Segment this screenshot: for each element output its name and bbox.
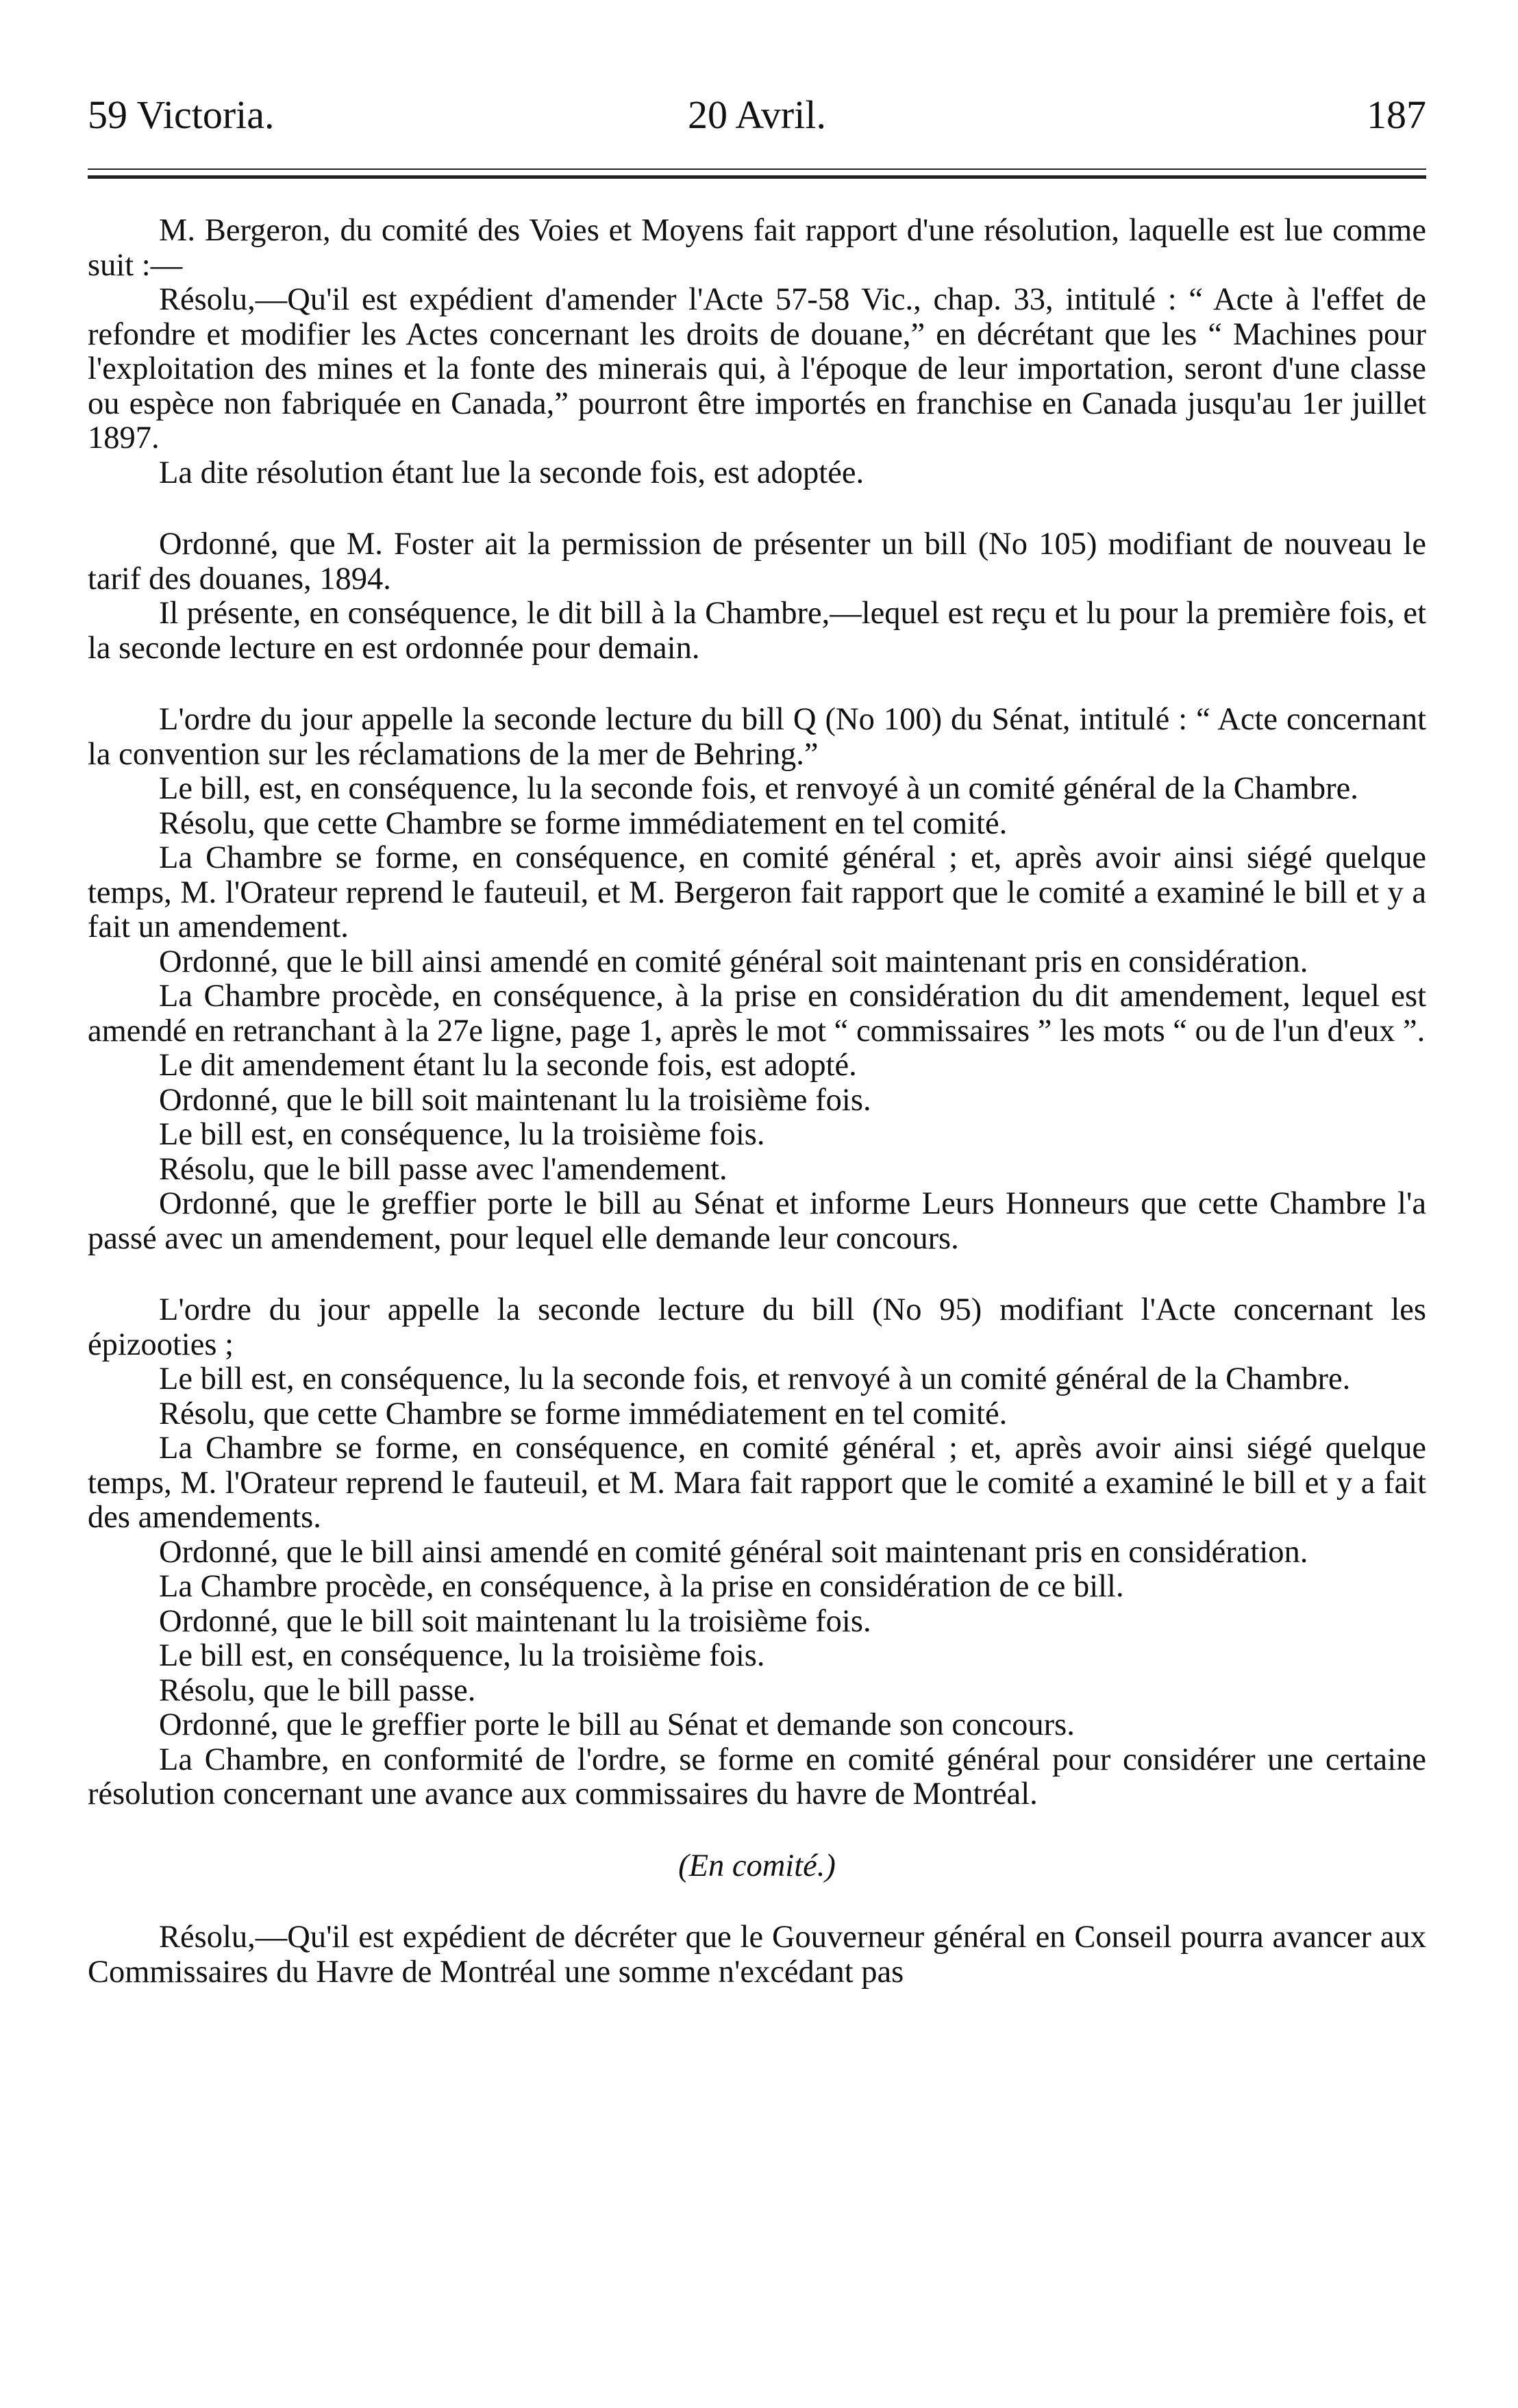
paragraph: Ordonné, que le bill ainsi amendé en comité général soit maintenant pris en considération. <box>159 1534 1308 1570</box>
paragraph: Résolu,—Qu'il est expédient de décréter que le Gouverneur général en Conseil pourra avancer aux Commissaires du Havre de Montréal une somme n'excédant pas <box>88 1920 1426 1990</box>
paragraph: Résolu, que le bill passe. <box>159 1672 476 1708</box>
paragraph: Ordonné, que le bill ainsi amendé en comité général soit maintenant pris en considération. <box>159 944 1308 979</box>
paragraph: Résolu, que cette Chambre se forme immédiatement en tel comité. <box>159 805 1008 841</box>
header-rule <box>88 168 1426 179</box>
paragraph: Ordonné, que M. Foster ait la permission de présenter un bill (No 105) modifiant de nouveau le tarif des douanes, 1894. <box>88 527 1426 597</box>
paragraph: Ordonné, que le greffier porte le bill au Sénat et demande son concours. <box>159 1707 1075 1742</box>
paragraph: La Chambre, en conformité de l'ordre, se forme en comité général pour considérer une certaine résolution concernant une avance aux commissaires du havre de Montréal. <box>88 1742 1426 1811</box>
paragraph: Ordonné, que le bill soit maintenant lu la troisième fois. <box>159 1603 871 1639</box>
page-number: 187 <box>1367 92 1426 137</box>
paragraph: Le dit amendement étant lu la seconde fois, est adopté. <box>159 1048 857 1083</box>
paragraph: Le bill, est, en conséquence, lu la seconde fois, et renvoyé à un comité général de la Chambre. <box>159 771 1358 806</box>
section-heading-en-comite: (En comité.) <box>678 1848 836 1883</box>
paragraph: Il présente, en conséquence, le dit bill à la Chambre,—lequel est reçu et lu pour la première fois, et la seconde lecture en est ordonnée pour demain. <box>88 596 1426 666</box>
paragraph: La dite résolution étant lue la seconde fois, est adoptée. <box>159 455 864 490</box>
paragraph: La Chambre procède, en conséquence, à la prise en considération de ce bill. <box>159 1569 1124 1604</box>
paragraph: M. Bergeron, du comité des Voies et Moyens fait rapport d'une résolution, laquelle est lue comme suit :— <box>88 213 1426 283</box>
header-session: 59 Victoria. <box>88 92 275 137</box>
paragraph: Le bill est, en conséquence, lu la troisième fois. <box>159 1117 765 1152</box>
paragraph: Ordonné, que le bill soit maintenant lu la troisième fois. <box>159 1082 871 1118</box>
paragraph: La Chambre se forme, en conséquence, en comité général ; et, après avoir ainsi siégé quelque temps, M. l'Orateur reprend le fauteuil, et M. Bergeron fait rapport que le comité a examiné le bill et y a fait un amendement. <box>88 840 1426 944</box>
header-rule-thick <box>88 175 1426 179</box>
paragraph: Le bill est, en conséquence, lu la troisième fois. <box>159 1638 765 1673</box>
paragraph: L'ordre du jour appelle la seconde lecture du bill Q (No 100) du Sénat, intitulé : “ Acte concernant la convention sur les réclamations de la mer de Behring.” <box>88 702 1426 772</box>
paragraph: Résolu, que le bill passe avec l'amendement. <box>159 1151 727 1187</box>
paragraph: Le bill est, en conséquence, lu la seconde fois, et renvoyé à un comité général de la Chambre. <box>159 1362 1351 1396</box>
paragraph: La Chambre procède, en conséquence, à la prise en considération du dit amendement, lequel est amendé en retranchant à la 27e ligne, page 1, après le mot “ commissaires ” les mots “ ou de l'un d'eux ”. <box>88 979 1426 1049</box>
paragraph: Résolu,—Qu'il est expédient d'amender l'Acte 57-58 Vic., chap. 33, intitulé : “ Acte à l'effet de refondre et modifier les Actes concernant les droits de douane,” en décrétant que les “ Machines pour l'exploitation des mines et la fonte des minerais qui, à l'époque de leur importation, seront d'une classe ou espèce non fabriquée en Canada,” pourront être importés en franchise en Canada jusqu'au 1er juillet 1897. <box>88 282 1426 455</box>
paragraph: Résolu, que cette Chambre se forme immédiatement en tel comité. <box>159 1396 1008 1431</box>
header-date: 20 Avril. <box>688 92 826 137</box>
header-rule-thin <box>88 168 1426 170</box>
running-header <box>88 88 1426 142</box>
paragraph: La Chambre se forme, en conséquence, en comité général ; et, après avoir ainsi siégé quelque temps, M. l'Orateur reprend le fauteuil, et M. Mara fait rapport que le comité a examiné le bill et y a fait des amendements. <box>88 1431 1426 1535</box>
journal-body <box>88 214 1426 1990</box>
paragraph: L'ordre du jour appelle la seconde lecture du bill (No 95) modifiant l'Acte concernant les épizooties ; <box>88 1292 1426 1362</box>
paragraph: Ordonné, que le greffier porte le bill au Sénat et informe Leurs Honneurs que cette Chambre l'a passé avec un amendement, pour lequel elle demande leur concours. <box>88 1186 1426 1256</box>
